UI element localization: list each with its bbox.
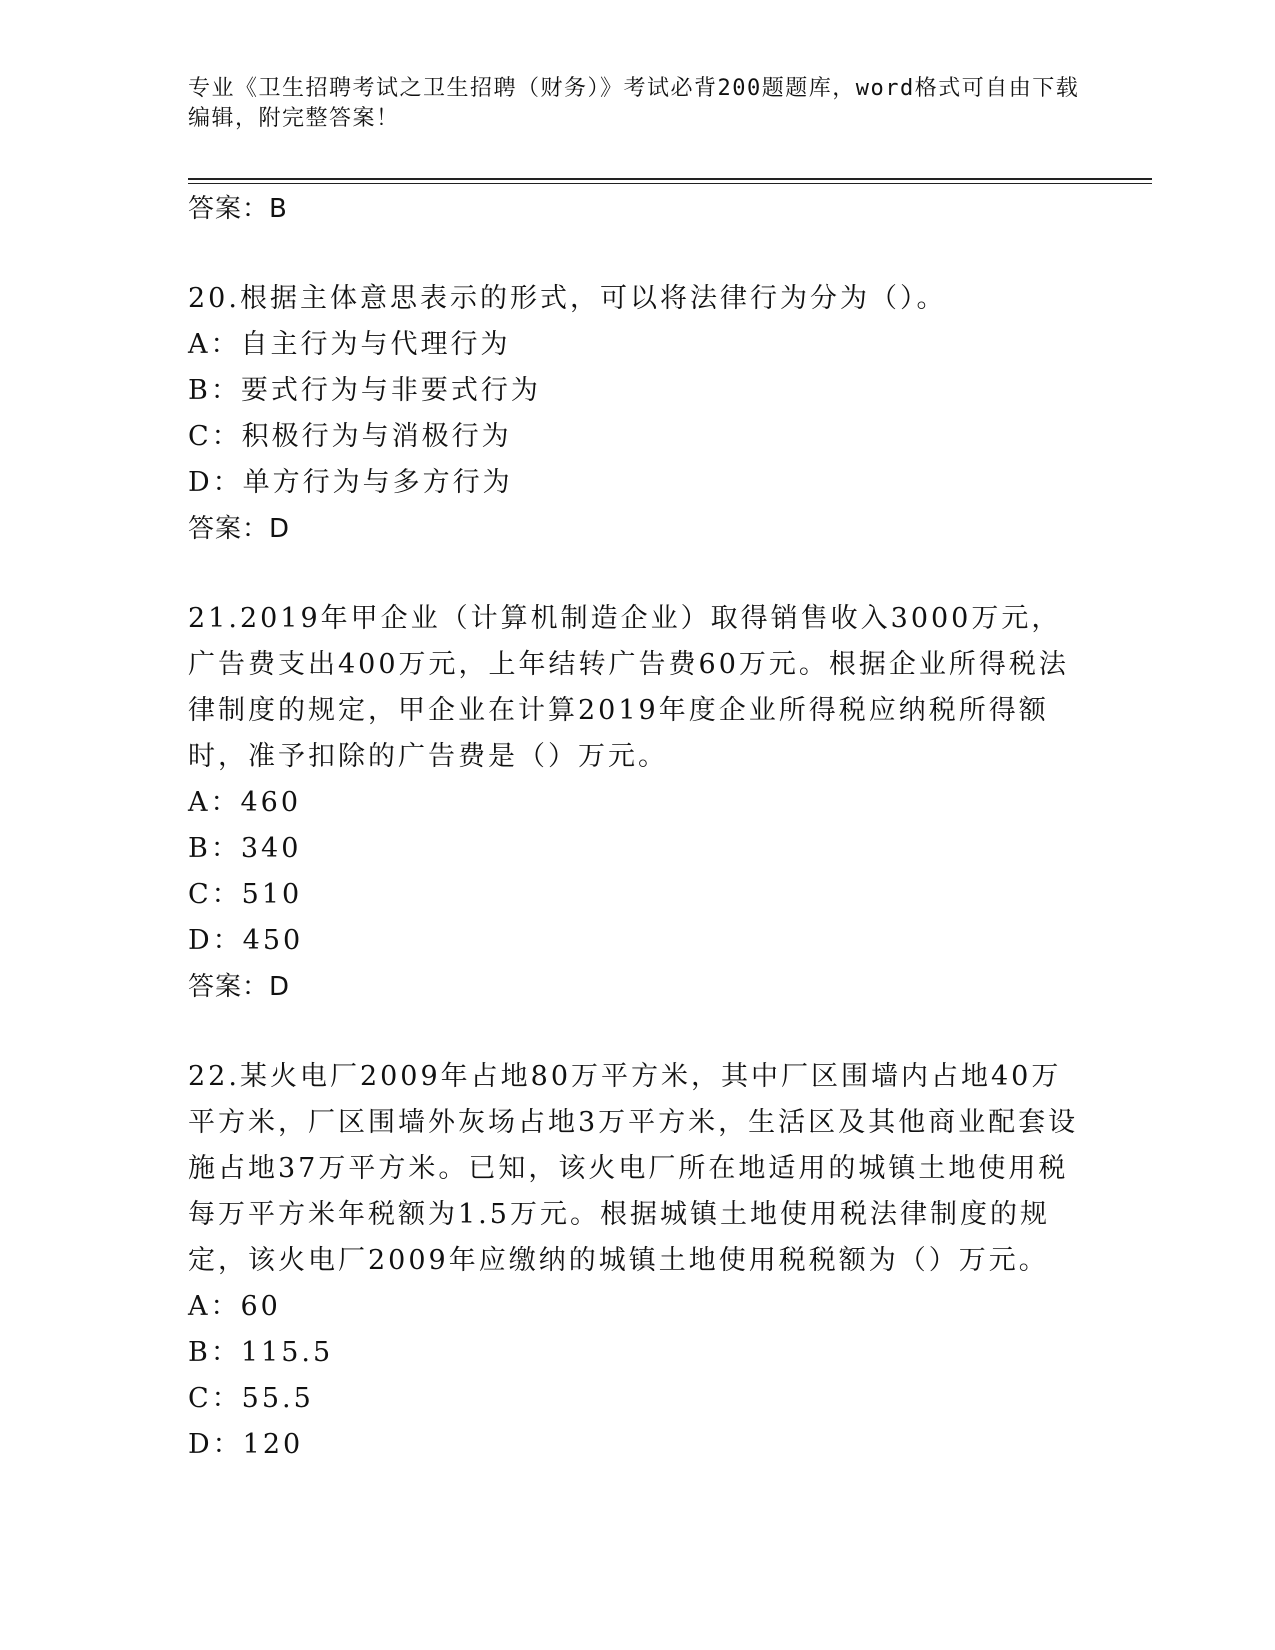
option-d: D：120	[188, 1429, 304, 1460]
question-20	[188, 276, 1088, 552]
option-a: A：60	[188, 1291, 281, 1322]
previous-answer: 答案：B	[188, 194, 288, 224]
option-b: B：要式行为与非要式行为	[188, 375, 541, 406]
option-b: B：340	[188, 833, 302, 864]
option-d: D：450	[188, 925, 304, 956]
question-21	[188, 596, 1088, 1010]
option-c: C：510	[188, 879, 303, 910]
document-header: 专业《卫生招聘考试之卫生招聘（财务）》考试必背200题题库，word格式可自由下载编辑，附完整答案！	[188, 76, 1080, 131]
option-a: A：460	[188, 787, 302, 818]
header-rule-thick	[188, 178, 1152, 180]
question-answer: 答案：D	[188, 972, 291, 1002]
question-stem: 20.根据主体意思表示的形式，可以将法律行为分为（）。	[188, 283, 947, 314]
question-stem: 21.2019年甲企业（计算机制造企业）取得销售收入3000万元，广告费支出400万元，上年结转广告费60万元。根据企业所得税法律制度的规定，甲企业在计算2019年度企业所得税应纳税所得额时，准予扣除的广告费是（）万元。	[188, 603, 1069, 772]
option-d: D：单方行为与多方行为	[188, 467, 513, 498]
option-b: B：115.5	[188, 1337, 334, 1368]
option-c: C：积极行为与消极行为	[188, 421, 512, 452]
question-stem: 22.某火电厂2009年占地80万平方米，其中厂区围墙内占地40万平方米，厂区围墙外灰场占地3万平方米，生活区及其他商业配套设施占地37万平方米。已知，该火电厂所在地适用的城镇土地使用税每万平方米年税额为1.5万元。根据城镇土地使用税法律制度的规定，该火电厂2009年应缴纳的城镇土地使用税税额为（）万元。	[188, 1061, 1079, 1276]
question-22	[188, 1054, 1088, 1468]
header-rule-thin	[188, 183, 1152, 184]
question-answer: 答案：D	[188, 514, 291, 544]
document-body	[188, 186, 1088, 1468]
option-a: A：自主行为与代理行为	[188, 329, 511, 360]
option-c: C：55.5	[188, 1383, 314, 1414]
